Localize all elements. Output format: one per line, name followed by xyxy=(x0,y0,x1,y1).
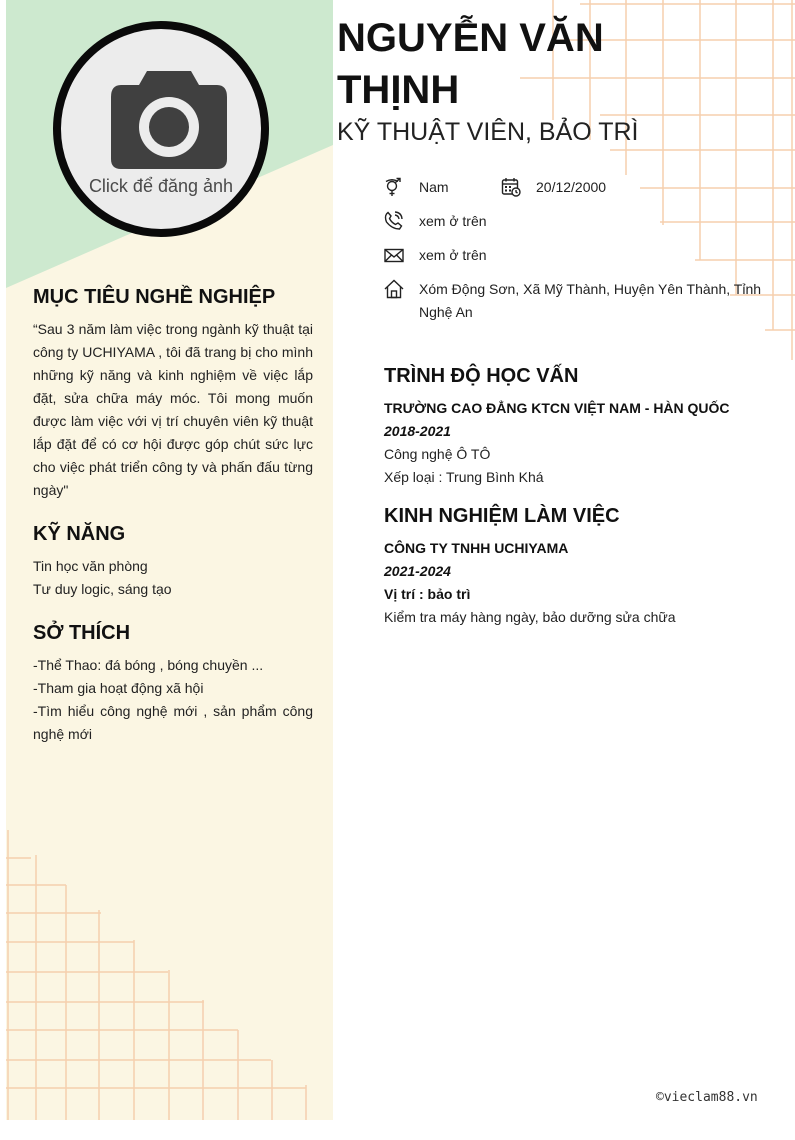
education-major: Công nghệ Ô TÔ xyxy=(384,446,491,462)
candidate-name xyxy=(337,12,667,116)
education-school: TRƯỜNG CAO ĐẲNG KTCN VIỆT NAM - HÀN QUỐC xyxy=(384,400,730,416)
job-title: KỸ THUẬT VIÊN, BẢO TRÌ xyxy=(337,118,639,146)
experience-position: Vị trí : bảo trì xyxy=(384,586,471,602)
name-line-2: THỊNH xyxy=(337,68,460,112)
skills-heading: KỸ NĂNG xyxy=(33,523,126,545)
name-line-1: NGUYỄN VĂN xyxy=(337,16,604,60)
experience-description: Kiểm tra máy hàng ngày, bảo dưỡng sửa chữa xyxy=(384,609,676,625)
hobby-item: -Thể Thao: đá bóng , bóng chuyền ... xyxy=(33,657,264,673)
hobbies-list xyxy=(33,654,313,746)
skills-list xyxy=(33,555,313,601)
watermark: ©vieclam88.vn xyxy=(656,1090,758,1105)
skill-item: Tư duy logic, sáng tạo xyxy=(33,581,172,597)
profile-photo-upload[interactable] xyxy=(53,21,269,237)
objective-text: “Sau 3 năm làm việc trong ngành kỹ thuật tại công ty UCHIYAMA , tôi đã trang bị cho mình những kỹ năng và kinh nghiệm về việc lắp đặt, sửa chữa máy móc. Tôi mong muốn được làm việc với vị trí chuyên viên kỹ thuật lắp đặt để có cơ hội được góp chút sức lực cho việc phát triển công ty và phấn đấu từng ngày" xyxy=(33,321,313,498)
experience-heading: KINH NGHIỆM LÀM VIỆC xyxy=(384,505,620,527)
phone-value: xem ở trên xyxy=(419,213,487,229)
hobbies-heading: SỞ THÍCH xyxy=(33,622,131,644)
calendar-icon xyxy=(501,177,521,197)
hobby-item: -Tìm hiểu công nghệ mới , sản phẩm công nghệ mới xyxy=(33,703,313,742)
home-icon xyxy=(384,279,404,299)
mail-icon xyxy=(384,246,404,266)
gender-icon xyxy=(384,177,404,197)
gender-value: Nam xyxy=(419,179,449,195)
address-line-2: Nghệ An xyxy=(419,304,473,320)
education-heading: TRÌNH ĐỘ HỌC VẤN xyxy=(384,365,579,387)
experience-company: CÔNG TY TNHH UCHIYAMA xyxy=(384,540,569,556)
education-period: 2018-2021 xyxy=(384,423,451,439)
email-value: xem ở trên xyxy=(419,247,487,263)
camera-icon xyxy=(109,67,229,172)
education-grade: Xếp loại : Trung Bình Khá xyxy=(384,469,544,485)
birthday-value: 20/12/2000 xyxy=(536,179,607,195)
photo-upload-label: Click để đăng ảnh xyxy=(88,176,234,196)
grid-decoration-bottom-left xyxy=(6,830,333,1120)
experience-period: 2021-2024 xyxy=(384,563,451,579)
skill-item: Tin học văn phòng xyxy=(33,558,148,574)
address-value xyxy=(419,278,769,324)
objective-heading: MỤC TIÊU NGHỀ NGHIỆP xyxy=(33,286,276,308)
phone-icon xyxy=(384,211,404,231)
address-line-1: Xóm Động Sơn, Xã Mỹ Thành, Huyện Yên Thành, Tỉnh xyxy=(419,281,762,297)
hobby-item: -Tham gia hoạt động xã hội xyxy=(33,680,204,696)
